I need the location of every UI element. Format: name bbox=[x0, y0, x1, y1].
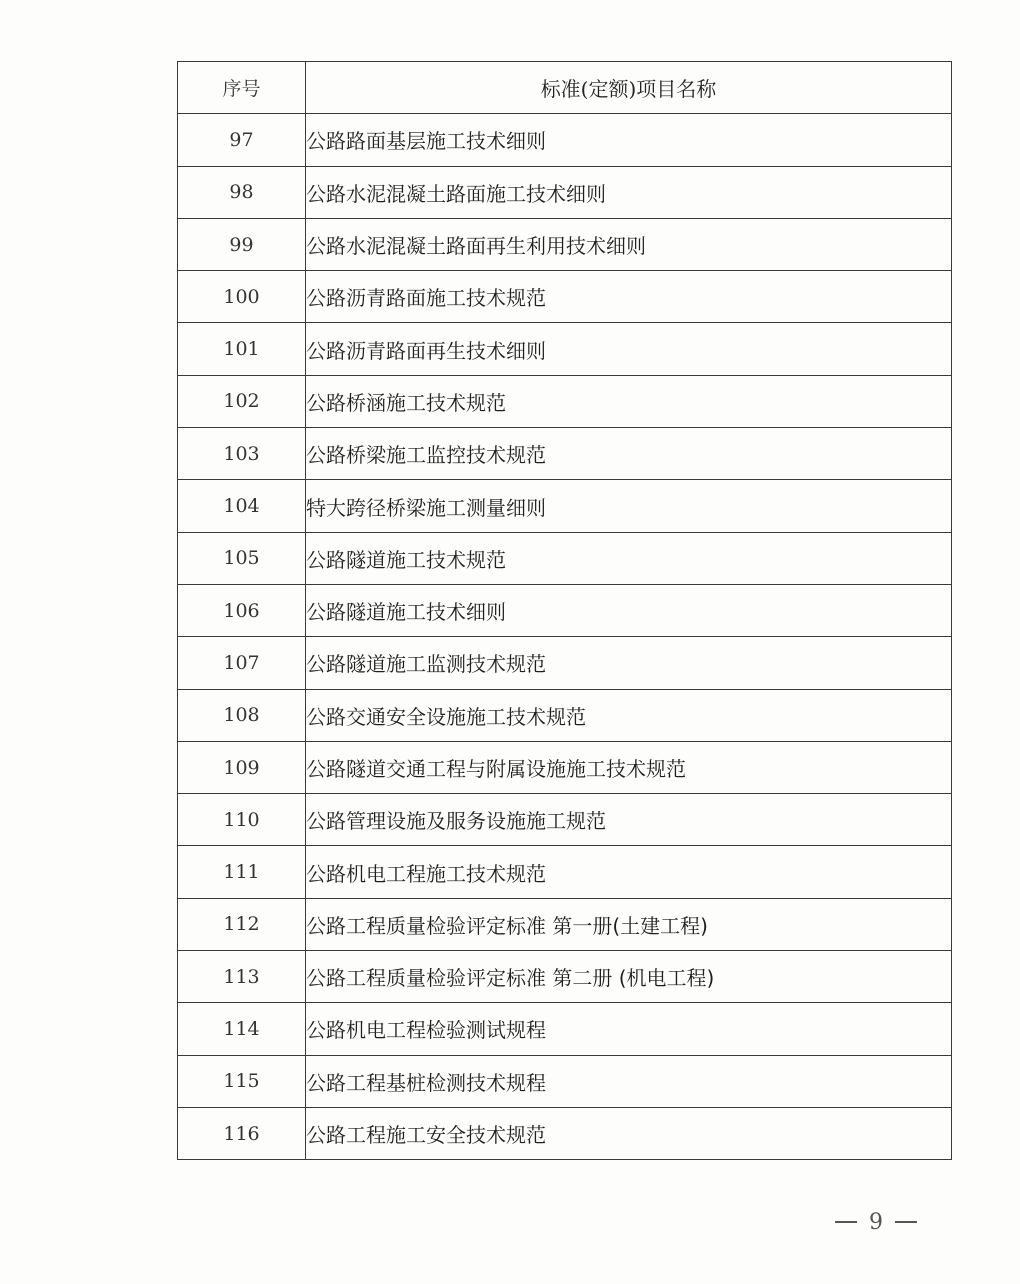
table-row bbox=[178, 898, 952, 950]
table-row bbox=[178, 1107, 952, 1159]
page-number bbox=[826, 1205, 926, 1239]
table-row bbox=[178, 584, 952, 636]
row-serial-number: 100 bbox=[178, 271, 306, 323]
table-row bbox=[178, 323, 952, 375]
row-serial-number: 101 bbox=[178, 323, 306, 375]
row-serial-number: 111 bbox=[178, 846, 306, 898]
table-row bbox=[178, 951, 952, 1003]
row-project-name: 公路水泥混凝土路面再生利用技术细则 bbox=[306, 218, 952, 270]
row-project-name: 公路隧道交通工程与附属设施施工技术规范 bbox=[306, 741, 952, 793]
row-project-name: 公路交通安全设施施工技术规范 bbox=[306, 689, 952, 741]
row-project-name: 公路路面基层施工技术细则 bbox=[306, 114, 952, 166]
row-serial-number: 112 bbox=[178, 898, 306, 950]
row-project-name: 公路隧道施工技术细则 bbox=[306, 584, 952, 636]
row-serial-number: 115 bbox=[178, 1055, 306, 1107]
row-serial-number: 116 bbox=[178, 1107, 306, 1159]
standards-table bbox=[177, 61, 952, 1160]
row-project-name: 公路机电工程检验测试规程 bbox=[306, 1003, 952, 1055]
row-project-name: 公路桥涵施工技术规范 bbox=[306, 375, 952, 427]
table-row bbox=[178, 1055, 952, 1107]
row-serial-number: 106 bbox=[178, 584, 306, 636]
table-header-row bbox=[178, 62, 952, 114]
row-project-name: 公路管理设施及服务设施施工规范 bbox=[306, 794, 952, 846]
row-serial-number: 104 bbox=[178, 480, 306, 532]
page-number-dash-right bbox=[895, 1221, 917, 1223]
row-serial-number: 110 bbox=[178, 794, 306, 846]
table-row bbox=[178, 794, 952, 846]
table-row bbox=[178, 689, 952, 741]
row-project-name: 公路工程质量检验评定标准 第二册 (机电工程) bbox=[306, 951, 952, 1003]
row-project-name: 公路隧道施工监测技术规范 bbox=[306, 637, 952, 689]
table-row bbox=[178, 532, 952, 584]
table-row bbox=[178, 428, 952, 480]
table-row bbox=[178, 375, 952, 427]
row-project-name: 特大跨径桥梁施工测量细则 bbox=[306, 480, 952, 532]
page-number-dash-left bbox=[835, 1221, 857, 1223]
row-serial-number: 107 bbox=[178, 637, 306, 689]
row-serial-number: 113 bbox=[178, 951, 306, 1003]
table-row bbox=[178, 637, 952, 689]
header-serial-number: 序号 bbox=[178, 62, 306, 114]
row-serial-number: 114 bbox=[178, 1003, 306, 1055]
table-row bbox=[178, 271, 952, 323]
table-row bbox=[178, 218, 952, 270]
row-project-name: 公路工程基桩检测技术规程 bbox=[306, 1055, 952, 1107]
row-serial-number: 99 bbox=[178, 218, 306, 270]
row-project-name: 公路水泥混凝土路面施工技术细则 bbox=[306, 166, 952, 218]
row-serial-number: 102 bbox=[178, 375, 306, 427]
row-serial-number: 109 bbox=[178, 741, 306, 793]
row-project-name: 公路沥青路面施工技术规范 bbox=[306, 271, 952, 323]
row-project-name: 公路机电工程施工技术规范 bbox=[306, 846, 952, 898]
row-serial-number: 108 bbox=[178, 689, 306, 741]
row-project-name: 公路隧道施工技术规范 bbox=[306, 532, 952, 584]
table-row bbox=[178, 114, 952, 166]
row-serial-number: 97 bbox=[178, 114, 306, 166]
row-project-name: 公路桥梁施工监控技术规范 bbox=[306, 428, 952, 480]
header-project-name: 标准(定额)项目名称 bbox=[306, 62, 952, 114]
row-project-name: 公路工程施工安全技术规范 bbox=[306, 1107, 952, 1159]
table-row bbox=[178, 846, 952, 898]
row-project-name: 公路沥青路面再生技术细则 bbox=[306, 323, 952, 375]
table-row bbox=[178, 741, 952, 793]
table-row bbox=[178, 166, 952, 218]
table-row bbox=[178, 1003, 952, 1055]
row-serial-number: 105 bbox=[178, 532, 306, 584]
row-project-name: 公路工程质量检验评定标准 第一册(土建工程) bbox=[306, 898, 952, 950]
page-number-value: 9 bbox=[869, 1209, 883, 1235]
table-row bbox=[178, 480, 952, 532]
row-serial-number: 98 bbox=[178, 166, 306, 218]
row-serial-number: 103 bbox=[178, 428, 306, 480]
